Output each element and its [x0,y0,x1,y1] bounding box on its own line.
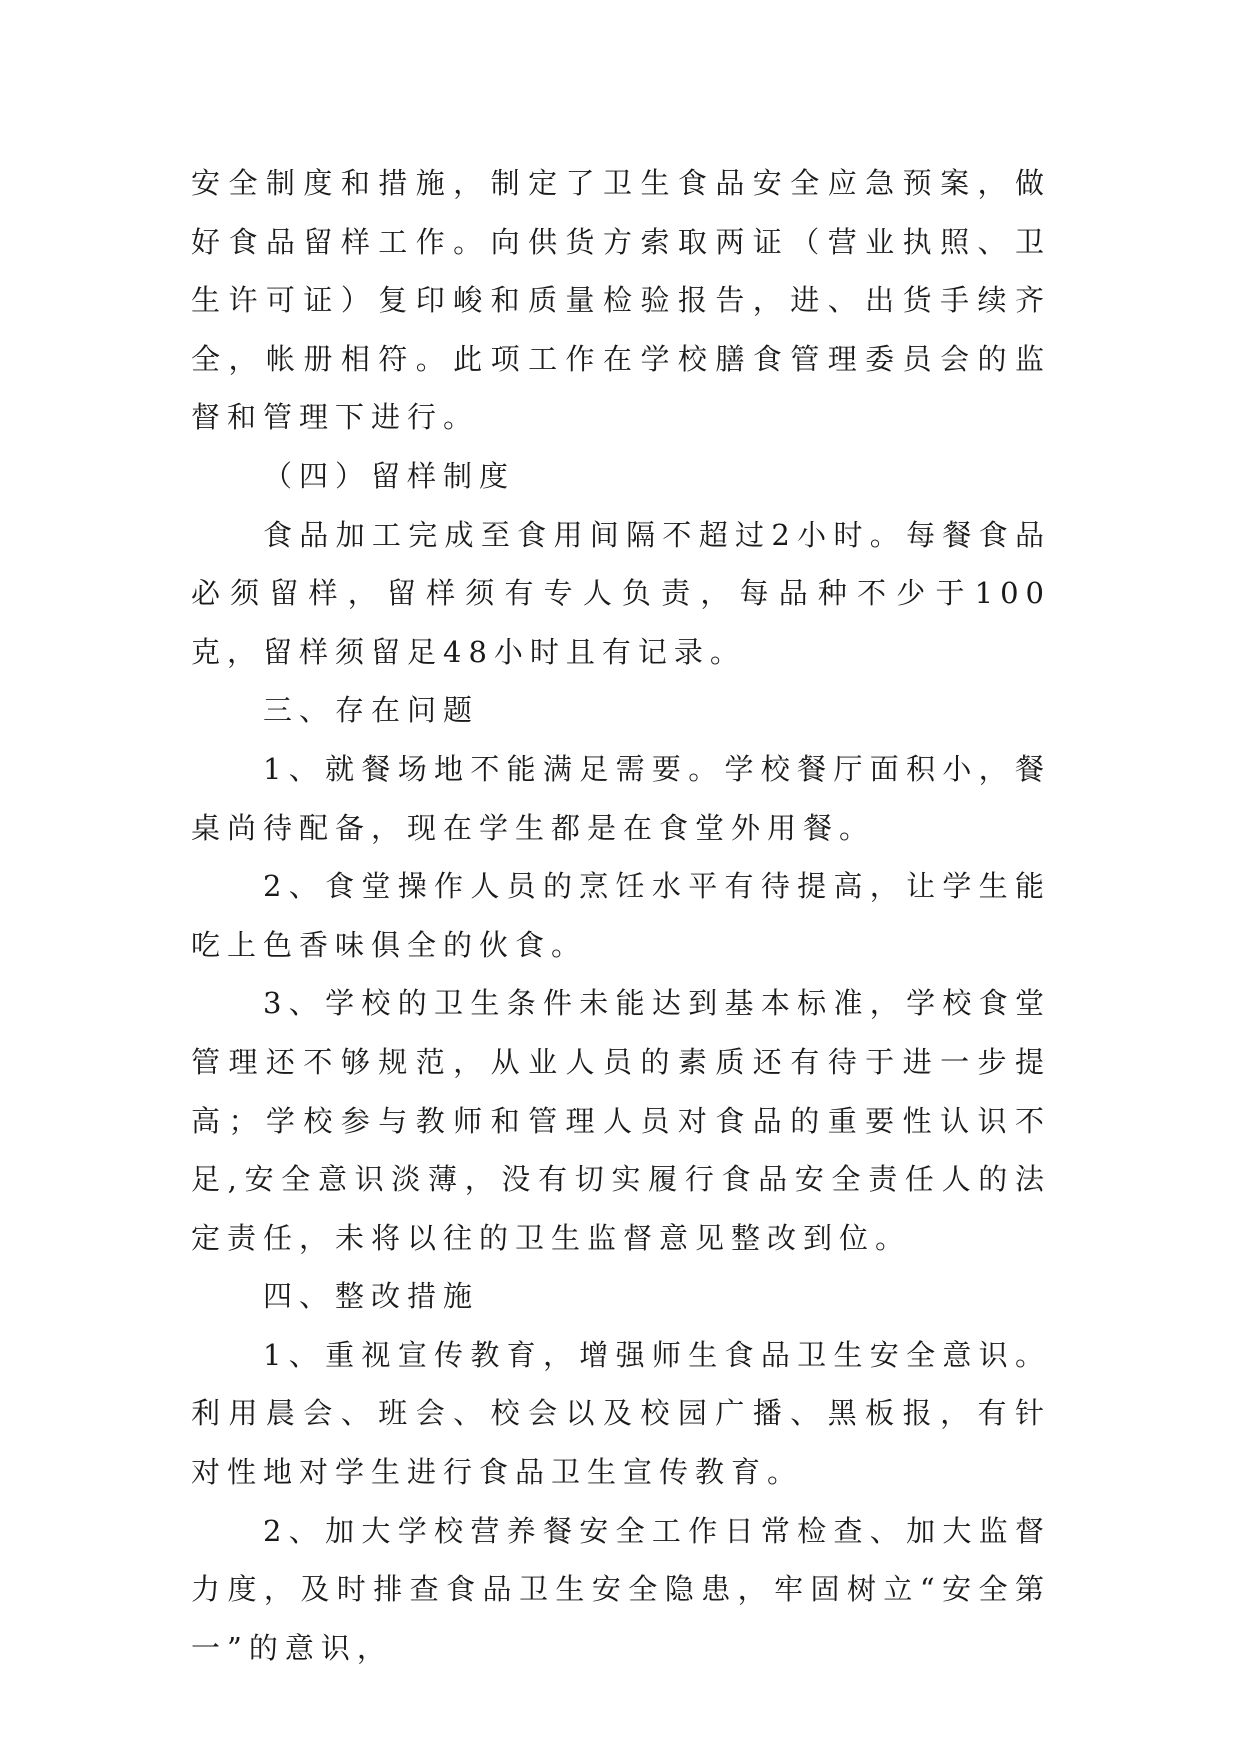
section-heading-rectification-measures: 四、整改措施 [263,1279,480,1314]
paragraph-sample-retention: 食品加工完成至食用间隔不超过2小时。每餐食品必须留样，留样须有专人负责，每品种不少于100克，留样须留足48小时且有记录。 [191,517,1051,669]
paragraph-measure-2: 2、加大学校营养餐安全工作日常检查、加大监督力度，及时排查食品卫生安全隐患，牢固树立“安全第一”的意识， [191,1513,1051,1665]
document-body [191,154,1051,1677]
paragraph-problem-2: 2、食堂操作人员的烹饪水平有待提高，让学生能吃上色香味俱全的伙食。 [191,869,1051,962]
paragraph-problem-3: 3、学校的卫生条件未能达到基本标准，学校食堂管理还不够规范，从业人员的素质还有待于进一步提高；学校参与教师和管理人员对食品的重要性认识不足,安全意识淡薄，没有切实履行食品安全责任人的法定责任，未将以往的卫生监督意见整改到位。 [191,986,1051,1255]
section-heading-existing-problems: 三、存在问题 [263,693,480,728]
paragraph-measure-1: 1、重视宣传教育，增强师生食品卫生安全意识。利用晨会、班会、校会以及校园广播、黑板报，有针对性地对学生进行食品卫生宣传教育。 [191,1337,1051,1490]
paragraph-problem-1: 1、就餐场地不能满足需要。学校餐厅面积小，餐桌尚待配备，现在学生都是在食堂外用餐。 [191,751,1051,845]
section-heading-sample-retention: （四）留样制度 [263,458,516,493]
paragraph-food-safety-measures: 安全制度和措施，制定了卫生食品安全应急预案，做好食品留样工作。向供货方索取两证（营业执照、卫生许可证）复印峻和质量检验报告，进、出货手续齐全，帐册相符。此项工作在学校膳食管理委员会的监督和管理下进行。 [191,166,1051,435]
